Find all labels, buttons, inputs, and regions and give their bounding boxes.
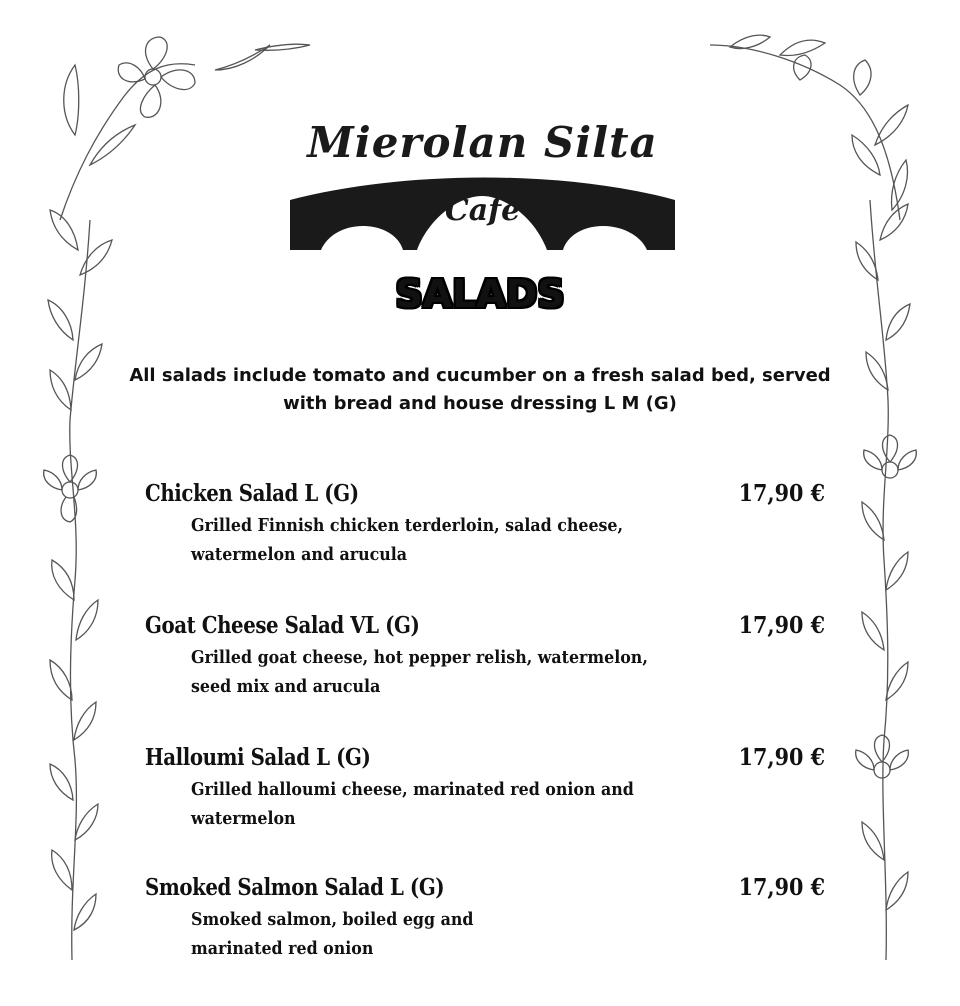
intro-line-2: with bread and house dressing L M (G) [283,393,677,414]
description-line: seed mix and arucula [191,676,381,697]
menu-item-description [191,643,684,701]
menu-item-description [191,905,684,963]
menu-item [145,874,835,1006]
menu-item-name: Goat Cheese Salad VL (G) [145,612,420,639]
menu-item-price: 17,90 € [738,612,825,639]
menu-item-description [191,511,684,569]
description-line: watermelon and arucula [191,544,408,565]
menu-item [145,744,835,874]
menu-item-name: Halloumi Salad L (G) [145,744,371,771]
description-line: marinated red onion [191,938,374,959]
intro-line-1: All salads include tomato and cucumber on a fresh salad bed, served [129,365,831,386]
cafe-logo [285,118,725,258]
description-line: watermelon [191,808,296,829]
bridge-icon [285,118,685,258]
logo-name: Mierolan Silta [307,118,658,167]
section-title: SALADS [395,272,565,316]
description-line: Grilled halloumi cheese, marinated red onion and [191,779,634,800]
top-right-flower-decoration [710,25,910,225]
menu-item [145,480,835,612]
menu-item-name: Chicken Salad L (G) [145,480,359,507]
salad-menu-list [145,480,835,1006]
description-line: Smoked salmon, boiled egg and [191,909,474,930]
description-line: Grilled Finnish chicken terderloin, salad cheese, [191,515,624,536]
menu-item-name: Smoked Salmon Salad L (G) [145,874,445,901]
menu-item-description [191,775,684,833]
menu-item-price: 17,90 € [738,480,825,507]
menu-item-price: 17,90 € [738,874,825,901]
menu-item-price: 17,90 € [738,744,825,771]
menu-item [145,612,835,744]
logo-subtitle: Café [444,193,521,228]
description-line: Grilled goat cheese, hot pepper relish, watermelon, [191,647,648,668]
intro-text [100,362,860,418]
